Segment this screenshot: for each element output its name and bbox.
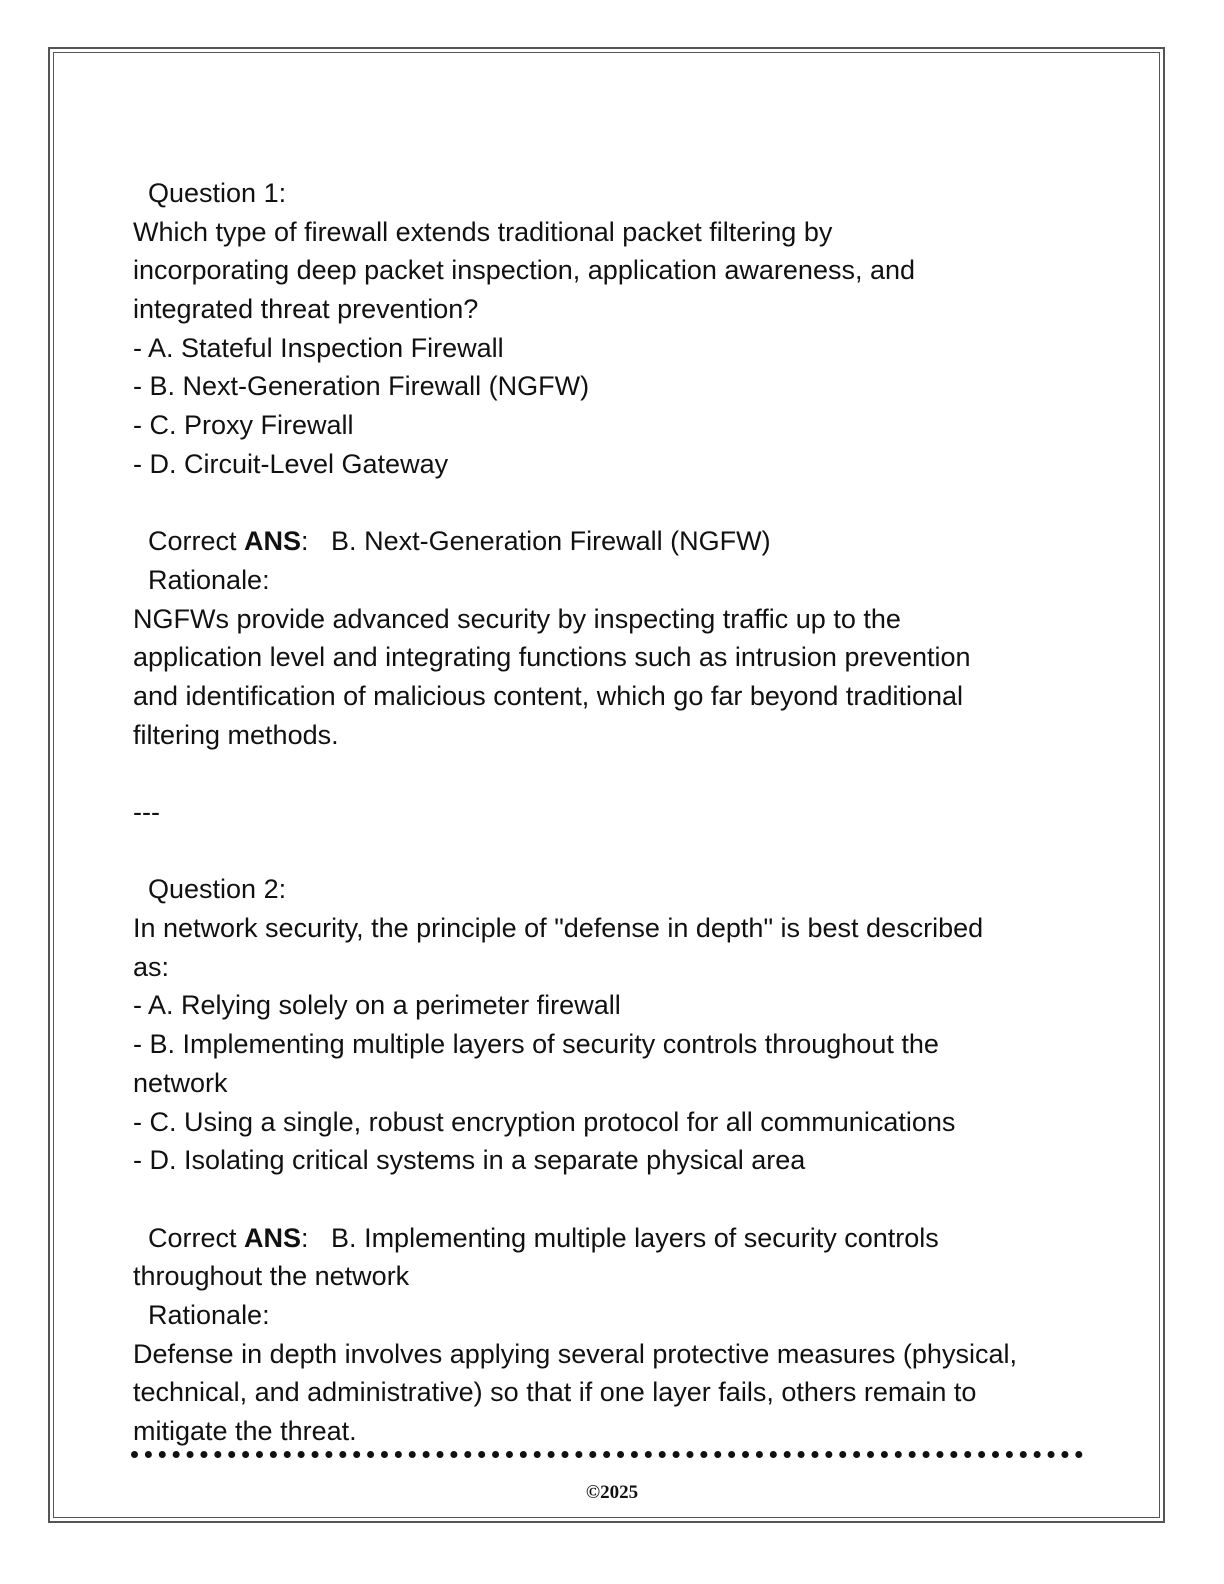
question-stem-line: Which type of firewall extends traditional packet filtering by: [133, 216, 833, 247]
rationale-line: Defense in depth involves applying several protective measures (physical,: [133, 1338, 1017, 1369]
answer-prefix: Correct: [148, 526, 245, 557]
option-d: - D. Isolating critical systems in a separate physical area: [133, 1145, 806, 1176]
rationale-line: application level and integrating functions such as intrusion prevention: [133, 642, 971, 673]
answer-text: : B. Next-Generation Firewall (NGFW): [301, 526, 771, 557]
question-stem-line: incorporating deep packet inspection, application awareness, and: [133, 255, 916, 286]
question-stem-line: In network security, the principle of "defense in depth" is best described: [133, 913, 984, 944]
answer-label: ANS: [244, 1222, 302, 1253]
rationale-line: NGFWs provide advanced security by inspecting traffic up to the: [133, 603, 901, 634]
option-c: - C. Proxy Firewall: [133, 410, 354, 441]
option-b: - B. Implementing multiple layers of security controls throughout the: [133, 1029, 939, 1060]
question-stem-line: integrated threat prevention?: [133, 294, 479, 325]
correct-answer: [133, 1219, 1093, 1258]
answer-text: : B. Implementing multiple layers of security controls: [301, 1222, 939, 1253]
rationale-line: technical, and administrative) so that if one layer fails, others remain to: [133, 1377, 977, 1408]
option-b-continuation: network: [133, 1067, 228, 1098]
option-c: - C. Using a single, robust encryption protocol for all communications: [133, 1106, 956, 1137]
question-heading: Question 1:: [148, 178, 287, 208]
correct-answer: [133, 522, 1093, 561]
rationale-heading: Rationale:: [148, 1299, 270, 1330]
footer-dotted-divider: [131, 1451, 1083, 1458]
rationale-line: mitigate the threat.: [133, 1416, 357, 1446]
rationale-heading: Rationale:: [148, 564, 270, 595]
option-a: - A. Stateful Inspection Firewall: [133, 332, 504, 363]
document-body: [133, 174, 1093, 1451]
rationale-line: and identification of malicious content, which go far beyond traditional: [133, 680, 963, 711]
answer-prefix: Correct: [148, 1222, 245, 1253]
option-a: - A. Relying solely on a perimeter firewall: [133, 990, 621, 1021]
section-separator: ---: [133, 797, 160, 827]
answer-label: ANS: [244, 526, 302, 557]
copyright-footer: ©2025: [585, 1482, 639, 1503]
answer-continuation: throughout the network: [133, 1261, 410, 1292]
question-block-1: [133, 174, 1093, 754]
question-block-2: [133, 870, 1093, 1450]
option-d: - D. Circuit-Level Gateway: [133, 448, 449, 479]
question-heading: Question 2:: [148, 874, 287, 905]
question-stem-line: as:: [133, 951, 170, 982]
rationale-line: filtering methods.: [133, 719, 339, 750]
option-b: - B. Next-Generation Firewall (NGFW): [133, 371, 590, 402]
